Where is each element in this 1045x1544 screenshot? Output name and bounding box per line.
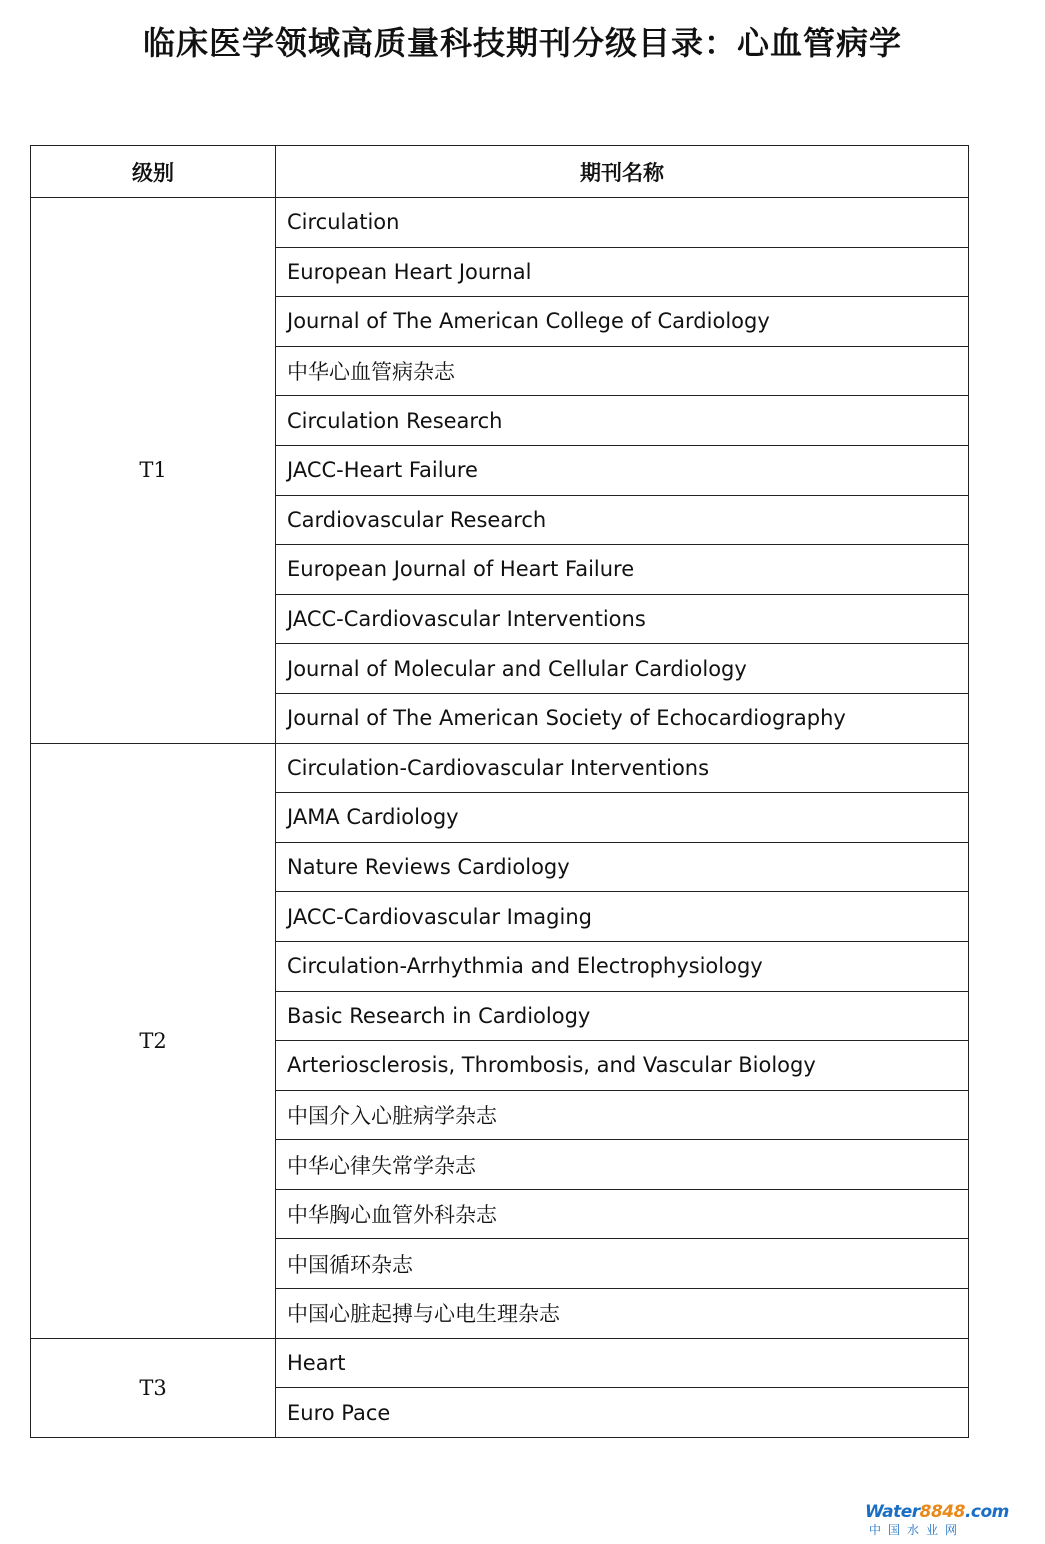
watermark-brand-number: 8848: [919, 1502, 965, 1522]
journal-name-cell: European Heart Journal: [276, 247, 969, 297]
header-row: [31, 146, 969, 198]
level-cell: T1: [31, 198, 276, 744]
table-row: [31, 743, 969, 793]
journal-name-cell: Circulation-Cardiovascular Interventions: [276, 743, 969, 793]
journal-name-cell: JACC-Cardiovascular Imaging: [276, 892, 969, 942]
journal-name-cell: Nature Reviews Cardiology: [276, 842, 969, 892]
journal-grade-table: [30, 145, 969, 1438]
journal-name-cell: Journal of The American Society of Echocardiography: [276, 693, 969, 743]
journal-name-cell: Journal of The American College of Cardiology: [276, 297, 969, 347]
table-body: [31, 198, 969, 1438]
journal-name-cell: 中国介入心脏病学杂志: [276, 1090, 969, 1140]
table-row: [31, 1338, 969, 1388]
journal-name-cell: 中国循环杂志: [276, 1239, 969, 1289]
header-level: 级别: [31, 146, 276, 198]
journal-name-cell: 中华心血管病杂志: [276, 346, 969, 396]
journal-name-cell: 中国心脏起搏与心电生理杂志: [276, 1289, 969, 1339]
journal-name-cell: Basic Research in Cardiology: [276, 991, 969, 1041]
journal-name-cell: 中华心律失常学杂志: [276, 1140, 969, 1190]
journal-name-cell: JACC-Cardiovascular Interventions: [276, 594, 969, 644]
header-journal-name: 期刊名称: [276, 146, 969, 198]
journal-name-cell: Journal of Molecular and Cellular Cardiology: [276, 644, 969, 694]
level-cell: T3: [31, 1338, 276, 1437]
watermark-brand-suffix: .com: [964, 1502, 1009, 1522]
journal-name-cell: Heart: [276, 1338, 969, 1388]
watermark-logo: [865, 1502, 1009, 1538]
level-cell: T2: [31, 743, 276, 1338]
journal-name-cell: European Journal of Heart Failure: [276, 545, 969, 595]
journal-name-cell: Circulation: [276, 198, 969, 248]
journal-name-cell: JACC-Heart Failure: [276, 445, 969, 495]
journal-name-cell: Circulation-Arrhythmia and Electrophysiology: [276, 941, 969, 991]
watermark-subtitle: 中国水业网: [869, 1523, 965, 1537]
watermark-brand-word: Water: [865, 1502, 920, 1522]
journal-name-cell: Euro Pace: [276, 1388, 969, 1438]
watermark-brand: [865, 1502, 1009, 1522]
table-row: [31, 198, 969, 248]
journal-name-cell: Circulation Research: [276, 396, 969, 446]
journal-name-cell: JAMA Cardiology: [276, 793, 969, 843]
page-title: 临床医学领域高质量科技期刊分级目录：心血管病学: [142, 24, 902, 62]
table-header: [31, 146, 969, 198]
journal-name-cell: Cardiovascular Research: [276, 495, 969, 545]
journal-name-cell: 中华胸心血管外科杂志: [276, 1189, 969, 1239]
journal-name-cell: Arteriosclerosis, Thrombosis, and Vascular Biology: [276, 1041, 969, 1091]
